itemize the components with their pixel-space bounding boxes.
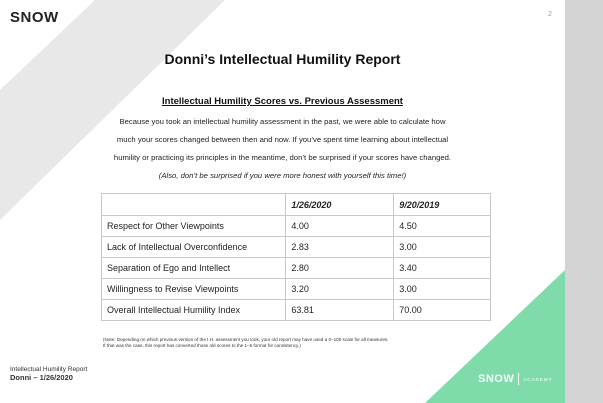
footer-user-date: Donni – 1/26/2020 [10,373,73,382]
intro-line: much your scores changed between then and now. If you’ve spent time learning about intellectual [116,135,449,144]
section-subtitle: Intellectual Humility Scores vs. Previous Assessment [162,96,403,107]
measure-name: Separation of Ego and Intellect [102,258,286,279]
previous-score: 70.00 [394,300,491,321]
footnote-line: (Note: Depending on which previous version of the I.H. assessment you took, your old report may have used a 0–100 scale for all measures. [103,337,389,342]
gray-diagonal-band [0,0,225,220]
previous-score: 3.00 [394,237,491,258]
footnote-line: If that was the case, this report has converted those old scores to the 1–5 format for consistency.) [103,343,301,348]
table-row [102,258,491,279]
table-row [102,279,491,300]
page-footer [10,366,87,382]
table-row [102,237,491,258]
footer-report-name: Intellectual Humility Report [10,366,88,373]
current-score: 63.81 [286,300,394,321]
intro-italic-line: (Also, don’t be surprised if you were more honest with yourself this time!) [158,171,407,180]
brand-divider [518,373,519,385]
snow-academy-logo [478,373,553,385]
page-number: 2 [548,11,552,18]
measure-name: Willingness to Revise Viewpoints [102,279,286,300]
measure-name: Lack of Intellectual Overconfidence [102,237,286,258]
previous-score: 3.40 [394,258,491,279]
footnote [103,337,503,349]
table-header-row [102,194,491,216]
previous-score: 4.50 [394,216,491,237]
snow-logo: SNOW [10,9,59,26]
intro-paragraph [70,113,495,185]
table-header-cell: 9/20/2019 [394,194,491,216]
intro-line: Because you took an intellectual humility assessment in the past, we were able to calculate how [119,117,446,126]
table-header-cell [102,194,286,216]
current-score: 2.80 [286,258,394,279]
measure-name: Overall Intellectual Humility Index [102,300,286,321]
table-row [102,216,491,237]
brand-word: SNOW [478,373,515,385]
table-row [102,300,491,321]
scores-table [101,193,491,321]
measure-name: Respect for Other Viewpoints [102,216,286,237]
previous-score: 3.00 [394,279,491,300]
brand-sub: ACADEMY [523,376,553,382]
current-score: 4.00 [286,216,394,237]
current-score: 3.20 [286,279,394,300]
intro-line: humility or practicing its principles in the meantime, don’t be surprised if your scores have changed. [113,153,452,162]
table-header-cell: 1/26/2020 [286,194,394,216]
current-score: 2.83 [286,237,394,258]
report-title: Donni’s Intellectual Humility Report [164,51,401,67]
